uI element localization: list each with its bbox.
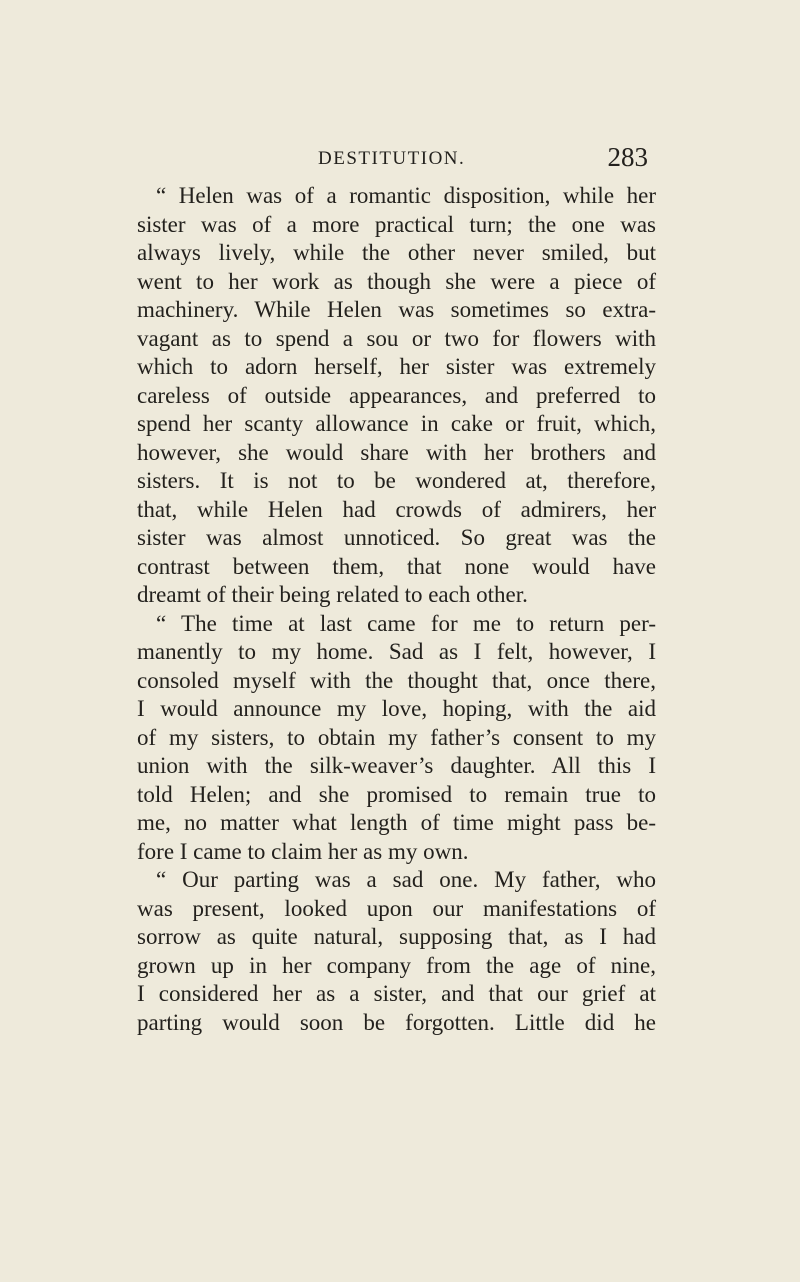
text-line: I considered her as a sister, and that our grief at bbox=[137, 981, 656, 1006]
text-line: however, she would share with her brothers and bbox=[137, 439, 656, 465]
text-line: sister was almost unnoticed. So great was the bbox=[137, 525, 656, 550]
text-line: grown up in her company from the age of nine, bbox=[137, 952, 656, 978]
text-line: machinery. While Helen was sometimes so extra- bbox=[137, 297, 656, 322]
text-line: me, no matter what length of time might pass be- bbox=[137, 810, 656, 835]
text-line: sorrow as quite natural, supposing that, as I had bbox=[137, 924, 656, 949]
text-line: which to adorn herself, her sister was extremely bbox=[137, 354, 656, 379]
text-line: union with the silk-weaver’s daughter. All this I bbox=[137, 753, 656, 778]
text-line: spend her scanty allowance in cake or fruit, which, bbox=[137, 411, 656, 436]
text-line: contrast between them, that none would have bbox=[137, 553, 656, 579]
page-number: 283 bbox=[607, 142, 648, 172]
running-head bbox=[318, 142, 648, 176]
text-line: parting would soon be forgotten. Little did he bbox=[137, 1009, 656, 1035]
body-text bbox=[137, 182, 656, 1037]
running-title: DESTITUTION. bbox=[318, 148, 466, 169]
text-line: sister was of a more practical turn; the one was bbox=[137, 211, 656, 237]
text-line: always lively, while the other never smiled, but bbox=[137, 240, 656, 265]
text-line: “ Our parting was a sad one. My father, who bbox=[156, 867, 656, 892]
text-line: of my sisters, to obtain my father’s consent to my bbox=[137, 724, 656, 750]
text-line: “ The time at last came for me to return per- bbox=[156, 610, 656, 636]
text-line: dreamt of their being related to each other. bbox=[137, 582, 528, 607]
text-line: that, while Helen had crowds of admirers, her bbox=[137, 496, 656, 522]
text-line: fore I came to claim her as my own. bbox=[137, 838, 469, 864]
text-line: vagant as to spend a sou or two for flowers with bbox=[137, 325, 656, 351]
text-line: careless of outside appearances, and preferred to bbox=[137, 382, 656, 408]
text-line: told Helen; and she promised to remain true to bbox=[137, 781, 656, 807]
text-line: I would announce my love, hoping, with the aid bbox=[137, 696, 656, 721]
text-line: consoled myself with the thought that, once there, bbox=[137, 667, 656, 693]
text-line: “ Helen was of a romantic disposition, while her bbox=[156, 183, 656, 208]
text-line: was present, looked upon our manifestations of bbox=[137, 895, 656, 921]
text-line: manently to my home. Sad as I felt, however, I bbox=[137, 639, 656, 664]
text-line: went to her work as though she were a piece of bbox=[137, 268, 656, 294]
text-line: sisters. It is not to be wondered at, therefore, bbox=[137, 468, 656, 493]
